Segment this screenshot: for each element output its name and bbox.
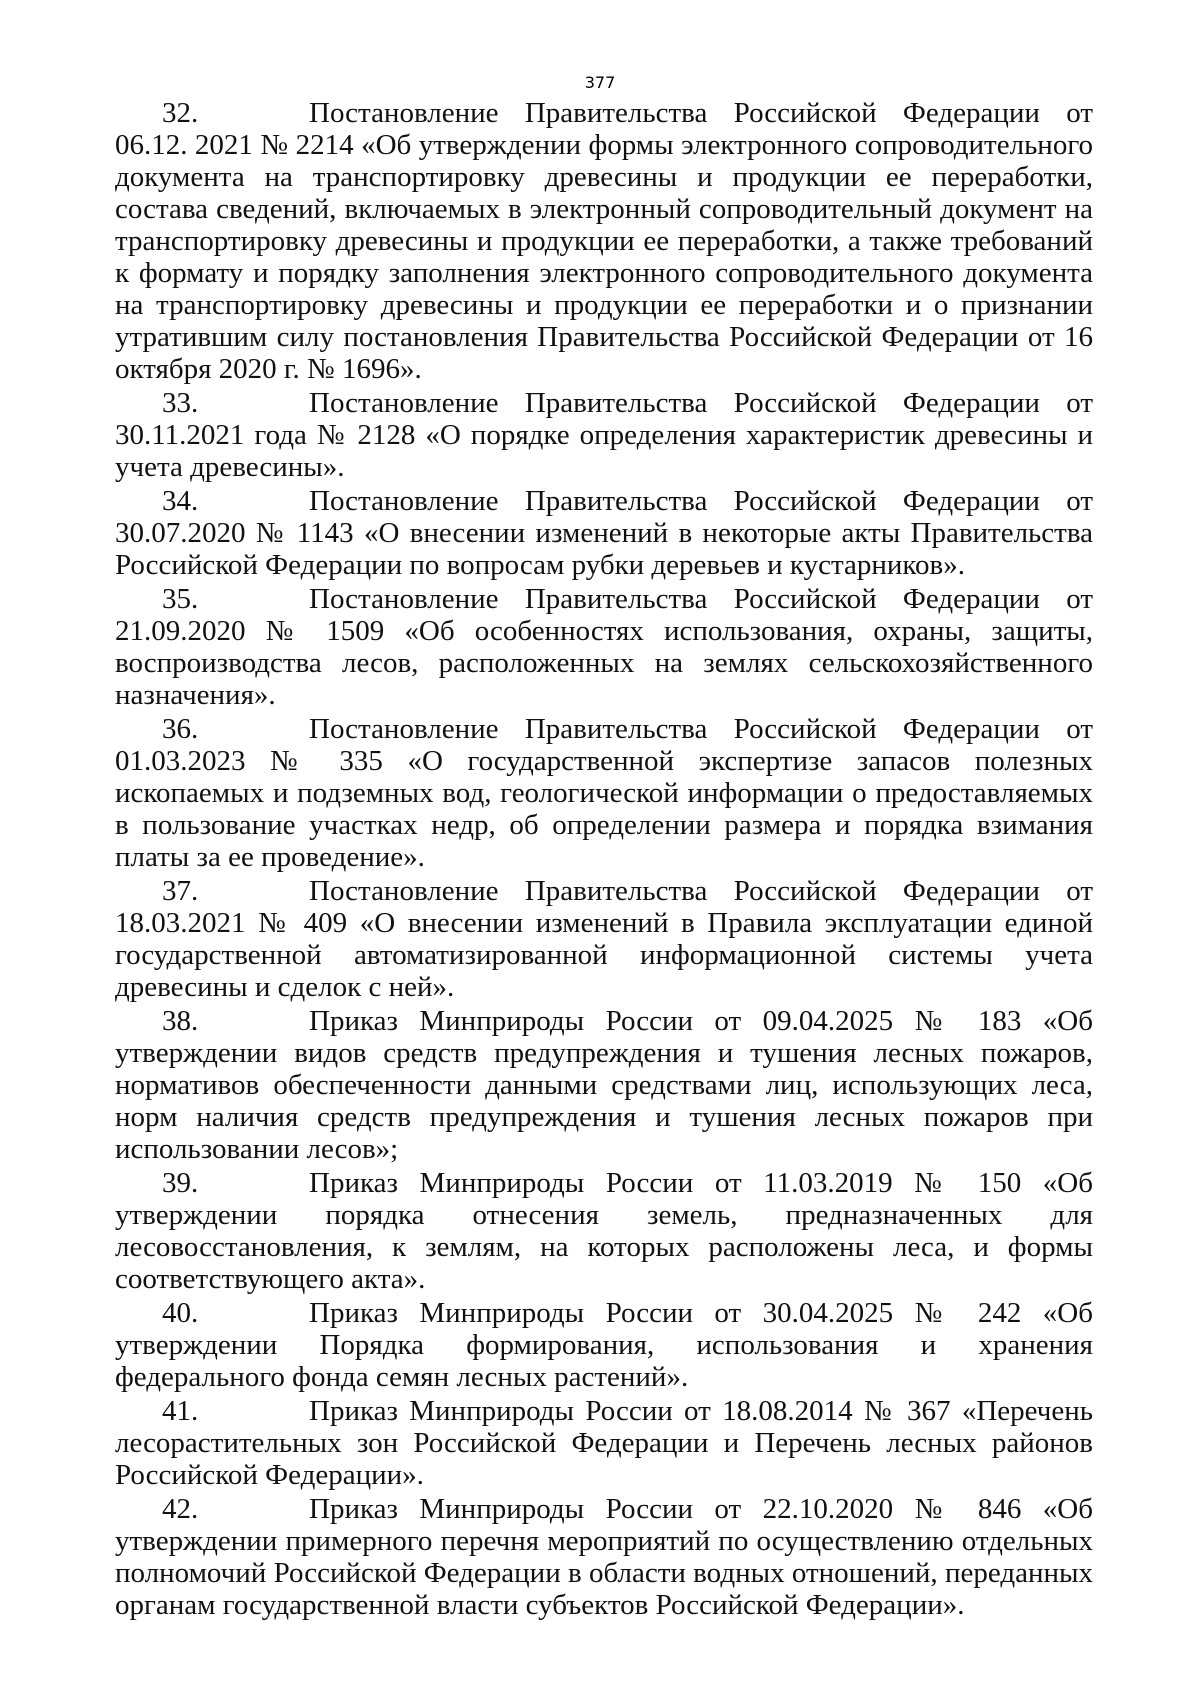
item-text: Постановление Правительства Российской Федерации от 30.11.2021 года № 2128 «О порядке определения характеристик древесины и учета древесины». [115,387,1093,483]
list-item-34 [115,485,1093,581]
item-number: 36. [162,713,199,745]
list-item-35 [115,583,1093,711]
item-number: 35. [162,583,199,615]
item-text: Приказ Минприроды России от 30.04.2025 № 242 «Об утверждении Порядка формирования, использования и хранения федерального фонда семян лесных растений». [115,1297,1093,1393]
item-text: Постановление Правительства Российской Федерации от 06.12. 2021 № 2214 «Об утверждении формы электронного сопроводительного документа на транспортировку древесины и продукции ее переработки, состава сведений, включаемых в электронный сопроводительный документ на транспортировку древесины и продукции ее переработки, а также требований к формату и порядку заполнения электронного сопроводительного документа на транспортировку древесины и продукции ее переработки и о признании утратившим силу постановления Правительства Российской Федерации от 16 октября 2020 г. № 1696». [115,97,1093,385]
item-number: 33. [162,387,199,419]
list-item-36 [115,713,1093,873]
item-text: Приказ Минприроды России от 09.04.2025 № 183 «Об утверждении видов средств предупреждения и тушения лесных пожаров, нормативов обеспеченности данными средствами лиц, использующих леса, норм наличия средств предупреждения и тушения лесных пожаров при использовании лесов»; [115,1005,1093,1165]
list-item-40 [115,1297,1093,1393]
list-item-42 [115,1493,1093,1621]
item-number: 42. [162,1493,199,1525]
page-number: 377 [584,73,616,92]
list-item-38 [115,1005,1093,1165]
item-text: Постановление Правительства Российской Федерации от 21.09.2020 № 1509 «Об особенностях использования, охраны, защиты, воспроизводства лесов, расположенных на землях сельскохозяйственного назначения». [115,583,1093,711]
item-text: Постановление Правительства Российской Федерации от 18.03.2021 № 409 «О внесении изменений в Правила эксплуатации единой государственной автоматизированной информационной системы учета древесины и сделок с ней». [115,875,1093,1003]
list-item-33 [115,387,1093,483]
item-number: 40. [162,1297,199,1329]
item-text: Приказ Минприроды России от 11.03.2019 № 150 «Об утверждении порядка отнесения земель, предназначенных для лесовосстановления, к землям, на которых расположены леса, и формы соответствующего акта». [115,1167,1093,1295]
list-item-32 [115,97,1093,385]
item-number: 37. [162,875,199,907]
item-number: 41. [162,1395,199,1427]
list-item-39 [115,1167,1093,1295]
item-number: 34. [162,485,199,517]
item-number: 38. [162,1005,199,1037]
item-number: 32. [162,97,199,129]
item-text: Приказ Минприроды России от 22.10.2020 № 846 «Об утверждении примерного перечня мероприятий по осуществлению отдельных полномочий Российской Федерации в области водных отношений, переданных органам государственной власти субъектов Российской Федерации». [115,1493,1093,1621]
list-item-41 [115,1395,1093,1491]
item-number: 39. [162,1167,199,1199]
legal-acts-list [115,97,1093,1623]
list-item-37 [115,875,1093,1003]
item-text: Постановление Правительства Российской Федерации от 30.07.2020 № 1143 «О внесении изменений в некоторые акты Правительства Российской Федерации по вопросам рубки деревьев и кустарников». [115,485,1093,581]
item-text: Постановление Правительства Российской Федерации от 01.03.2023 № 335 «О государственной экспертизе запасов полезных ископаемых и подземных вод, геологической информации о предоставляемых в пользование участках недр, об определении размера и порядка взимания платы за ее проведение». [115,713,1093,873]
item-text: Приказ Минприроды России от 18.08.2014 № 367 «Перечень лесорастительных зон Российской Федерации и Перечень лесных районов Российской Федерации». [115,1395,1093,1491]
